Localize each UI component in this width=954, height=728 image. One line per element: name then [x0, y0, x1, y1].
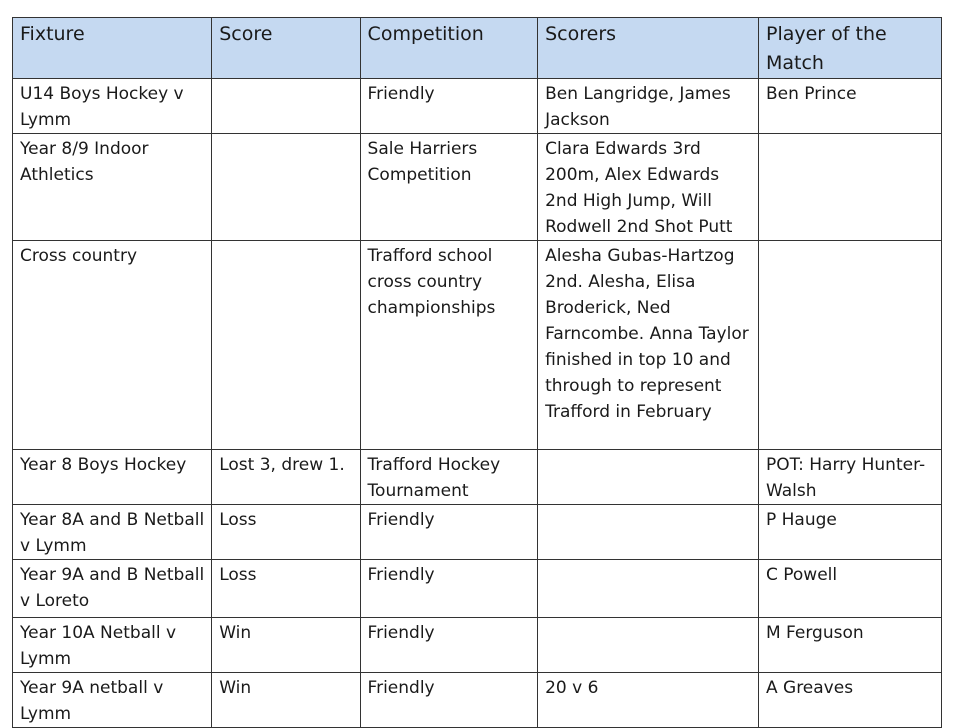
header-score: Score — [212, 18, 360, 79]
header-scorers: Scorers — [538, 18, 759, 79]
fixture-cell: Cross country — [13, 241, 212, 450]
potm-cell — [758, 134, 941, 241]
potm-cell: P Hauge — [758, 505, 941, 560]
competition-cell: Friendly — [360, 673, 538, 728]
header-competition: Competition — [360, 18, 538, 79]
table-row — [13, 560, 942, 618]
competition-cell: Friendly — [360, 505, 538, 560]
fixture-cell: Year 9A netball v Lymm — [13, 673, 212, 728]
competition-cell: Friendly — [360, 79, 538, 134]
competition-cell: Trafford school cross country championships — [360, 241, 538, 450]
score-cell: Lost 3, drew 1. — [212, 450, 360, 505]
fixture-cell: Year 8A and B Netball v Lymm — [13, 505, 212, 560]
score-cell: Loss — [212, 505, 360, 560]
potm-cell — [758, 241, 941, 450]
score-cell: Win — [212, 618, 360, 673]
scorers-cell: Alesha Gubas-Hartzog 2nd. Alesha, Elisa Broderick, Ned Farncombe. Anna Taylor finished in top 10 and through to represent Trafford in February — [538, 241, 759, 450]
competition-cell: Friendly — [360, 618, 538, 673]
competition-cell: Trafford Hockey Tournament — [360, 450, 538, 505]
potm-cell: M Ferguson — [758, 618, 941, 673]
score-cell: Loss — [212, 560, 360, 618]
table-row — [13, 673, 942, 728]
table-row — [13, 450, 942, 505]
scorers-cell: 20 v 6 — [538, 673, 759, 728]
fixtures-results-table — [12, 17, 942, 728]
header-fixture: Fixture — [13, 18, 212, 79]
scorers-cell — [538, 505, 759, 560]
competition-cell: Sale Harriers Competition — [360, 134, 538, 241]
scorers-cell — [538, 560, 759, 618]
scorers-cell — [538, 618, 759, 673]
score-cell — [212, 134, 360, 241]
fixture-cell: Year 8/9 Indoor Athletics — [13, 134, 212, 241]
fixture-cell: Year 10A Netball v Lymm — [13, 618, 212, 673]
fixture-cell: Year 8 Boys Hockey — [13, 450, 212, 505]
potm-cell: A Greaves — [758, 673, 941, 728]
potm-cell: Ben Prince — [758, 79, 941, 134]
score-cell — [212, 241, 360, 450]
table-row — [13, 618, 942, 673]
fixture-cell: U14 Boys Hockey v Lymm — [13, 79, 212, 134]
table-header-row — [13, 18, 942, 79]
fixture-cell: Year 9A and B Netball v Loreto — [13, 560, 212, 618]
score-cell — [212, 79, 360, 134]
competition-cell: Friendly — [360, 560, 538, 618]
potm-cell: C Powell — [758, 560, 941, 618]
table-row — [13, 241, 942, 450]
table-row — [13, 79, 942, 134]
header-player-of-the-match: Player of the Match — [758, 18, 941, 79]
table-row — [13, 505, 942, 560]
potm-cell: POT: Harry Hunter-Walsh — [758, 450, 941, 505]
scorers-cell — [538, 450, 759, 505]
scorers-cell: Clara Edwards 3rd 200m, Alex Edwards 2nd High Jump, Will Rodwell 2nd Shot Putt — [538, 134, 759, 241]
score-cell: Win — [212, 673, 360, 728]
table-row — [13, 134, 942, 241]
scorers-cell: Ben Langridge, James Jackson — [538, 79, 759, 134]
